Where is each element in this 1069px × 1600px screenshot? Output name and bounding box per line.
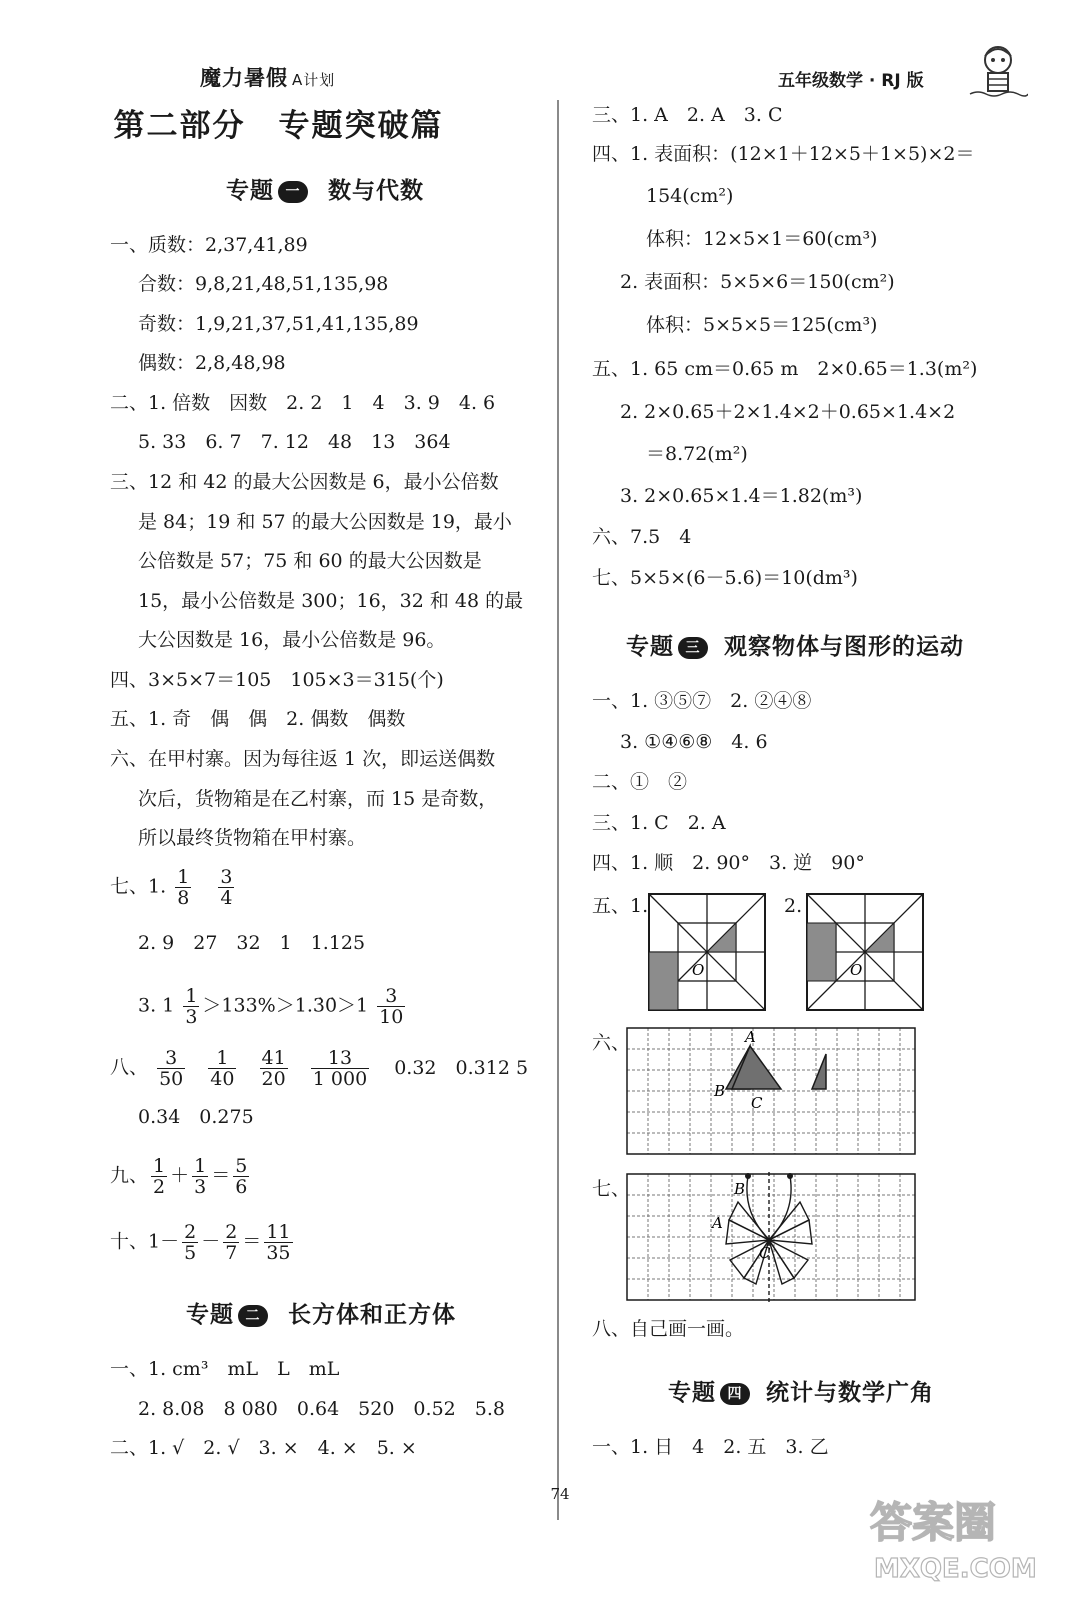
point-label: A (712, 1214, 723, 1232)
t1-line: 公倍数是 57；75 和 60 的最大公因数是 (138, 550, 482, 572)
t2-line: 四、1. 表面积：(12×1＋12×5＋1×5)×2＝ (592, 143, 975, 165)
t2-line: 五、1. 65 cm＝0.65 m 2×0.65＝1.3(m²) (592, 358, 978, 380)
t1-q8-line: 八、 $\frac{3}{50}$ $\frac{1}{40}$ $\frac{41}{20}$ $\frac{13}{1 000}$ 0.32 0.312 5 (110, 1047, 529, 1090)
t1-line: 0.34 0.275 (138, 1106, 254, 1128)
rotation-figure-1 (648, 893, 766, 1011)
topic4-heading: 专题 四 统计与数学广角 (668, 1380, 934, 1406)
fraction: $\frac{41}{20}$ (261, 1047, 286, 1090)
t3-q6-label: 六、 (592, 1032, 631, 1054)
t1-line: 二、1. 倍数 因数 2. 2 1 4 3. 9 4. 6 (110, 392, 496, 414)
t3-line: 一、1. ③⑤⑦ 2. ②④⑧ (592, 690, 812, 712)
t1-line: 五、1. 奇 偶 偶 2. 偶数 偶数 (110, 708, 406, 730)
t3-line: 3. ①④⑥⑧ 4. 6 (620, 731, 768, 753)
t2-line: 六、7.5 4 (592, 526, 692, 548)
t2-line: 三、1. A 2. A 3. C (592, 104, 783, 126)
t1-line: 奇数：1,9,21,37,51,41,135,89 (138, 313, 419, 335)
fraction: $\frac{1}{3}$ (194, 1155, 207, 1198)
t3-q7-label: 七、 (592, 1178, 631, 1200)
page-number: 74 (550, 1485, 570, 1503)
point-label: C (759, 1244, 771, 1262)
t1-line: 一、质数：2,37,41,89 (110, 234, 308, 256)
fraction: $\frac{3}{50}$ (159, 1047, 184, 1090)
t1-line: 次后，货物箱是在乙村寨，而 15 是奇数， (138, 788, 498, 810)
t1-line: 所以最终货物箱在甲村寨。 (138, 827, 367, 849)
t1-line: 四、3×5×7＝105 105×3＝315(个) (110, 669, 444, 691)
t2-line: 一、1. cm³ mL L mL (110, 1358, 340, 1380)
mascot-icon (968, 40, 1028, 98)
fraction: $\frac{3}{10}$ (379, 985, 404, 1028)
fraction: $\frac{3}{4}$ (220, 866, 233, 909)
topic2-heading: 专题 二 长方体和正方体 (186, 1302, 456, 1328)
fraction: $\frac{13}{1 000}$ (312, 1047, 368, 1090)
t2-line: 154(cm²) (646, 185, 734, 207)
grade-label: 五年级数学 · RJ 版 (778, 71, 924, 91)
t1-line: 三、12 和 42 的最大公因数是 6，最小公倍数 (110, 471, 499, 493)
brand-title: 魔力暑假 A计划 (200, 66, 336, 90)
topic1-number-badge: 一 (278, 181, 308, 203)
rotation-figure-2 (806, 893, 924, 1011)
t2-line: 2. 表面积：5×5×6＝150(cm²) (620, 271, 895, 293)
topic4-number-badge: 四 (720, 1383, 750, 1405)
t1-line: 大公因数是 16，最小公倍数是 96。 (138, 629, 446, 651)
t1-line: 15，最小公倍数是 300；16，32 和 48 的最 (138, 590, 524, 612)
t3-q5-label: 五、1. (592, 895, 649, 917)
t2-line: 二、1. √ 2. √ 3. × 4. × 5. × (110, 1437, 417, 1459)
t1-line: 合数：9,8,21,48,51,135,98 (138, 273, 389, 295)
column-divider (557, 100, 559, 1520)
svg-text:MXQE.COM: MXQE.COM (874, 1554, 1037, 1584)
t1-q7-line: 七、1. $\frac{1}{8}$ $\frac{3}{4}$ (110, 866, 233, 909)
t3-q5-2-label: 2. (784, 895, 803, 917)
t2-line: 3. 2×0.65×1.4＝1.82(m³) (620, 485, 863, 507)
part-title: 第二部分 专题突破篇 (113, 108, 444, 144)
t3-line: 二、① ② (592, 771, 688, 793)
t2-line: 七、5×5×(6－5.6)＝10(dm³) (592, 567, 858, 589)
t3-line: 四、1. 顺 2. 90° 3. 逆 90° (592, 852, 865, 874)
svg-text:答案圈: 答案圈 (870, 1498, 997, 1547)
fraction: $\frac{1}{2}$ (153, 1155, 166, 1198)
t1-line: 5. 33 6. 7 7. 12 48 13 364 (138, 431, 451, 453)
center-label: O (692, 961, 705, 979)
point-label: B (734, 1180, 746, 1198)
vertex-label: A (745, 1028, 756, 1046)
fraction: $\frac{11}{35}$ (266, 1221, 291, 1264)
topic1-heading: 专题 一 数与代数 (226, 178, 424, 204)
t3-line: 八、自己画一画。 (592, 1318, 745, 1340)
translation-grid (626, 1026, 916, 1156)
fraction: $\frac{1}{40}$ (210, 1047, 235, 1090)
center-label: O (850, 961, 863, 979)
t2-line: ＝8.72(m²) (646, 443, 748, 465)
t1-line: 2. 9 27 32 1 1.125 (138, 932, 366, 954)
t2-line: 2. 8.08 8 080 0.64 520 0.52 5.8 (138, 1398, 505, 1420)
t1-line: 六、在甲村寨。因为每往返 1 次，即运送偶数 (110, 748, 496, 770)
fraction: $\frac{2}{5}$ (184, 1221, 197, 1264)
topic3-heading: 专题 三 观察物体与图形的运动 (626, 634, 964, 660)
t3-line: 三、1. C 2. A (592, 812, 726, 834)
fraction: $\frac{1}{8}$ (177, 866, 190, 909)
t2-line: 2. 2×0.65＋2×1.4×2＋0.65×1.4×2 (620, 401, 956, 423)
t1-q9-line: 九、 $\frac{1}{2}$ ＋ $\frac{1}{3}$ ＝ $\frac{5}{6}$ (110, 1155, 248, 1198)
vertex-label: B (714, 1082, 726, 1100)
t1-line: 是 84；19 和 57 的最大公因数是 19，最小 (138, 511, 512, 533)
fraction: $\frac{5}{6}$ (235, 1155, 248, 1198)
t2-line: 体积：5×5×5＝125(cm³) (646, 314, 878, 336)
watermark-logo (860, 1485, 1050, 1585)
fraction: $\frac{1}{3}$ (185, 985, 198, 1028)
t4-line: 一、1. 日 4 2. 五 3. 乙 (592, 1436, 829, 1458)
t1-q10-line: 十、1－ $\frac{2}{5}$ － $\frac{2}{7}$ ＝ $\frac{11}{35}$ (110, 1221, 291, 1264)
vertex-label: C (751, 1094, 763, 1112)
topic2-number-badge: 二 (238, 1305, 268, 1327)
fraction: $\frac{2}{7}$ (225, 1221, 238, 1264)
t2-line: 体积：12×5×1＝60(cm³) (646, 228, 878, 250)
t1-q7-3-line: 3. 1 $\frac{1}{3}$ ＞133%＞1.3̇0̇＞1 $\frac{3}{10}$ (138, 985, 404, 1028)
t1-line: 偶数：2,8,48,98 (138, 352, 286, 374)
topic3-number-badge: 三 (678, 637, 708, 659)
symmetry-grid (626, 1172, 916, 1302)
